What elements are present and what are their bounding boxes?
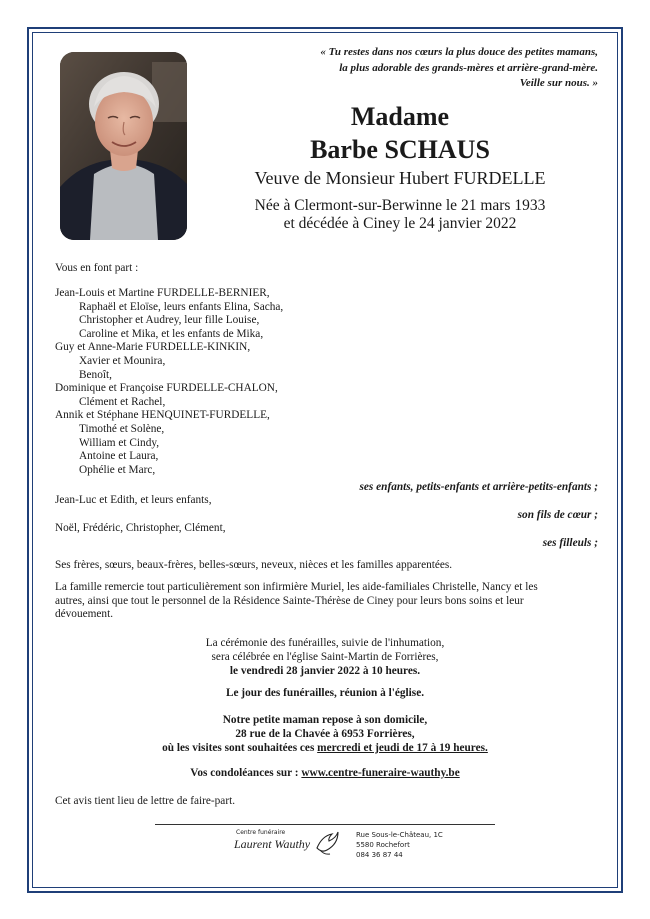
relation-children: ses enfants, petits-enfants et arrière-petits-enfants ; [359, 481, 598, 493]
family-list [55, 287, 283, 477]
widow-of: Veuve de Monsieur Hubert FURDELLE [254, 168, 546, 188]
rest-line-1: Notre petite maman repose à son domicile, [222, 714, 428, 726]
quote-line-1: « Tu restes dans nos cœurs la plus douce des petites mamans, [320, 46, 598, 58]
logo-name: Laurent Wauthy [234, 837, 311, 851]
footer-address-2: 5580 Rochefort [356, 841, 410, 849]
list-item: Antoine et Laura, [79, 450, 159, 463]
quote-line-2: la plus adorable des grands-mères et arrière-grand-mère. [339, 61, 598, 74]
list-item: Guy et Anne-Marie FURDELLE-KINKIN, [55, 341, 251, 354]
list-item: Raphaël et Eloïse, leurs enfants Elina, Sacha, [79, 300, 284, 313]
ceremony-date: le vendredi 28 janvier 2022 à 10 heures. [229, 665, 421, 677]
list-item: Jean-Louis et Martine FURDELLE-BERNIER, [55, 287, 270, 299]
jean-luc-line: Jean-Luc et Edith, et leurs enfants, [55, 494, 212, 506]
thanks-line-3: dévouement. [55, 608, 114, 621]
portrait-photo [60, 52, 187, 240]
thanks-line-1: La famille remercie tout particulièrement son infirmière Muriel, les aide-familiales Christelle, Nancy et les [55, 581, 538, 593]
logo-small-text: Centre funéraire [236, 829, 286, 836]
ceremony-block [52, 636, 598, 678]
relation-son: son fils de cœur ; [517, 509, 598, 521]
list-item: Christopher et Audrey, leur fille Louise, [79, 314, 260, 327]
epigraph-quote [268, 45, 598, 92]
birth-line: Née à Clermont-sur-Berwinne le 21 mars 1933 [254, 197, 546, 214]
list-item: Benoît, [79, 368, 112, 381]
relation-godchildren: ses filleuls ; [542, 537, 598, 549]
footer-contact [356, 830, 443, 860]
footer-phone: 084 36 87 44 [356, 851, 403, 859]
intro-text: Vous en font part : [55, 262, 139, 274]
list-item: Timothé et Solène, [79, 422, 165, 435]
visit-hours: mercredi et jeudi de 17 à 19 heures. [317, 742, 488, 754]
condolences-link[interactable]: www.centre-funeraire-wauthy.be [301, 767, 460, 779]
ceremony-line-1: La cérémonie des funérailles, suivie de l'inhumation, [205, 637, 445, 649]
list-item: William et Cindy, [79, 436, 160, 449]
footer-divider [155, 824, 495, 825]
rest-line-3-prefix: où les visites sont souhaitées ces [162, 742, 318, 754]
thanks-line-2: autres, ainsi que tout le personnel de la Résidence Sainte-Thérèse de Ciney pour leurs bons soins et leur [55, 594, 524, 607]
list-item: Caroline et Mika, et les enfants de Mika, [79, 327, 264, 340]
list-item: Xavier et Mounira, [79, 354, 166, 367]
list-item: Ophélie et Marc, [79, 463, 156, 476]
condolences-line [52, 766, 598, 780]
list-item: Annik et Stéphane HENQUINET-FURDELLE, [55, 409, 270, 422]
quote-line-3: Veille sur nous. » [519, 77, 598, 89]
list-item: Dominique et Françoise FURDELLE-CHALON, [55, 382, 278, 395]
honorific: Madame [350, 102, 450, 131]
meeting-line: Le jour des funérailles, réunion à l'église. [225, 687, 425, 699]
footer-address-1: Rue Sous-le-Château, 1C [356, 831, 443, 839]
rest-line-2: 28 rue de la Chavée à 6953 Forrières, [235, 728, 415, 740]
godchildren-line: Noël, Frédéric, Christopher, Clément, [55, 522, 226, 534]
ceremony-line-2: sera célébrée en l'église Saint-Martin de Forrières, [211, 651, 439, 663]
thanks-paragraph [55, 581, 538, 622]
list-item: Clément et Rachel, [79, 395, 166, 408]
siblings-line: Ses frères, sœurs, beaux-frères, belles-sœurs, neveux, nièces et les familles apparentées. [55, 559, 453, 571]
death-line: et décédée à Ciney le 24 janvier 2022 [283, 215, 517, 232]
closing-line: Cet avis tient lieu de lettre de faire-part. [55, 795, 236, 807]
rest-block [52, 713, 598, 755]
funeral-home-logo [232, 828, 342, 862]
dove-icon [314, 828, 340, 858]
deceased-name: Barbe SCHAUS [310, 135, 490, 164]
condolences-prefix: Vos condoléances sur : [190, 767, 302, 779]
rest-line-3 [52, 741, 598, 755]
